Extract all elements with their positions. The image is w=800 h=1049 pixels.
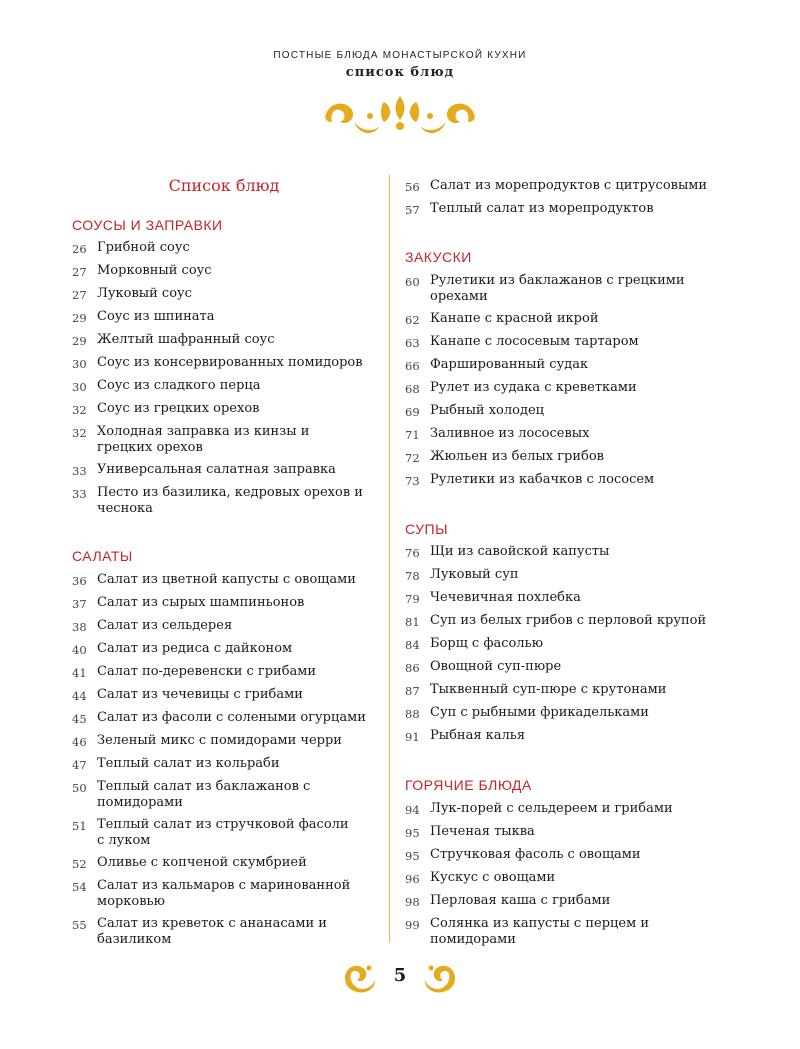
page-number: 56 (405, 180, 420, 194)
dish-title: Салат из морепродуктов с цитрусовыми (430, 178, 708, 193)
page-number: 68 (405, 382, 420, 396)
dish-title: Универсальная салатная заправка (97, 462, 336, 477)
page-number: 63 (405, 336, 420, 350)
page-number: 40 (72, 643, 87, 657)
page-number: 41 (72, 666, 87, 680)
page-number: 72 (405, 451, 420, 465)
page-number: 32 (72, 426, 87, 440)
list-item (72, 664, 369, 680)
list-item (72, 309, 369, 325)
dish-title: Заливное из лососевых (430, 426, 590, 441)
list-item (72, 240, 369, 256)
page-number: 79 (405, 592, 420, 606)
page-number: 38 (72, 620, 87, 634)
list-item (72, 710, 369, 726)
list-item (405, 544, 730, 560)
list-item (72, 641, 369, 657)
page-footer (0, 958, 800, 998)
dish-title: Салат из цветной капусты с овощами (97, 572, 356, 587)
dish-title: Салат из сырых шампиньонов (97, 595, 305, 610)
list-item (72, 595, 369, 611)
list-item (72, 286, 369, 302)
ornament-icon (322, 92, 478, 138)
page-number: 33 (72, 464, 87, 478)
list-item (72, 916, 327, 948)
page-number: 78 (405, 569, 420, 583)
list-item (72, 618, 369, 634)
dish-title: Борщ с фасолью (430, 636, 544, 651)
dish-title: Салат из креветок с ананасами и базиликом (97, 916, 327, 947)
page-number: 94 (405, 803, 420, 817)
page-number: 91 (405, 730, 420, 744)
page-number: 26 (72, 242, 87, 256)
list-item (72, 424, 327, 456)
page-number: 27 (72, 288, 87, 302)
list-item (72, 756, 369, 772)
list-item (72, 779, 312, 811)
page-number: 62 (405, 313, 420, 327)
dish-title: Салат из кальмаров с маринованной морковью (97, 878, 351, 909)
list-item (72, 687, 369, 703)
page-number: 44 (72, 689, 87, 703)
page-number: 37 (72, 597, 87, 611)
list-item (405, 567, 730, 583)
list-item (72, 332, 369, 348)
list-item (405, 403, 730, 419)
list-item (72, 401, 369, 417)
list-item (405, 590, 730, 606)
list-item (72, 378, 369, 394)
dish-title: Салат из чечевицы с грибами (97, 687, 303, 702)
page-number: 81 (405, 615, 420, 629)
dish-title: Соус из грецких орехов (97, 401, 260, 416)
section-title-salads: САЛАТЫ (72, 548, 133, 564)
section-title-sauces: СОУСЫ И ЗАПРАВКИ (72, 217, 223, 233)
section-title-soups: СУПЫ (405, 521, 448, 537)
dish-title: Луковый соус (97, 286, 192, 301)
list-item (405, 659, 730, 675)
list-item (405, 870, 730, 886)
dish-title: Печеная тыква (430, 824, 535, 839)
page-number: 96 (405, 872, 420, 886)
page-number: 54 (72, 880, 87, 894)
list-item (405, 824, 730, 840)
dish-title: Теплый салат из стручковой фасоли с луком (97, 817, 349, 848)
list-item (72, 263, 369, 279)
list-item (405, 334, 730, 350)
book-title: ПОСТНЫЕ БЛЮДА МОНАСТЫРСКОЙ КУХНИ (273, 50, 527, 61)
page-number: 46 (72, 735, 87, 749)
dish-title: Овощной суп-пюре (430, 659, 562, 674)
dish-title: Щи из савойской капусты (430, 544, 610, 559)
dish-title: Морковный соус (97, 263, 212, 278)
list-item (405, 705, 730, 721)
list-item (72, 817, 357, 849)
list-item (72, 572, 369, 588)
dish-title: Суп из белых грибов с перловой крупой (430, 613, 707, 628)
dish-title: Кускус с овощами (430, 870, 556, 885)
page-number-footer: 5 (393, 965, 407, 986)
list-item (405, 178, 730, 194)
page-number: 69 (405, 405, 420, 419)
list-item (405, 273, 690, 305)
swirl-right-icon (423, 958, 459, 994)
page-number: 47 (72, 758, 87, 772)
page-number: 88 (405, 707, 420, 721)
list-item (72, 485, 369, 517)
dish-title: Луковый суп (430, 567, 519, 582)
list-item (72, 855, 369, 871)
dish-title: Салат по-деревенски с грибами (97, 664, 317, 679)
dish-title: Рыбная калья (430, 728, 526, 743)
page-number: 29 (72, 311, 87, 325)
dish-title: Теплый салат из кольраби (97, 756, 280, 771)
dish-title: Стручковая фасоль с овощами (430, 847, 641, 862)
dish-title: Грибной соус (97, 240, 190, 255)
list-item (405, 847, 730, 863)
page-number: 30 (72, 380, 87, 394)
list-item (72, 733, 369, 749)
page-number: 27 (72, 265, 87, 279)
list-item (405, 426, 730, 442)
page-number: 84 (405, 638, 420, 652)
dish-title: Канапе с красной икрой (430, 311, 599, 326)
dish-title: Салат из сельдерея (97, 618, 233, 633)
dish-title: Теплый салат из морепродуктов (430, 201, 654, 216)
dish-title: Салат из редиса с дайконом (97, 641, 293, 656)
dish-title: Рулетики из баклажанов с грецкими орехами (430, 273, 685, 304)
page-number: 87 (405, 684, 420, 698)
dish-title: Солянка из капусты с перцем и помидорами (430, 916, 649, 947)
page-number: 55 (72, 918, 87, 932)
list-item (405, 801, 730, 817)
page-number: 50 (72, 781, 87, 795)
dish-title: Перловая каша с грибами (430, 893, 611, 908)
list-item (405, 728, 730, 744)
page-number: 32 (72, 403, 87, 417)
page-number: 73 (405, 474, 420, 488)
page-number: 60 (405, 275, 420, 289)
list-item (405, 380, 730, 396)
dish-title: Соус из сладкого перца (97, 378, 261, 393)
dish-title: Желтый шафранный соус (97, 332, 275, 347)
dish-title: Канапе с лососевым тартаром (430, 334, 639, 349)
list-item (405, 311, 730, 327)
section-title-hot-dishes: ГОРЯЧИЕ БЛЮДА (405, 777, 532, 793)
page-number: 98 (405, 895, 420, 909)
dish-title: Салат из фасоли с солеными огурцами (97, 710, 366, 725)
dish-title: Зеленый микс с помидорами черри (97, 733, 342, 748)
page-number: 36 (72, 574, 87, 588)
list-item (405, 357, 730, 373)
page-number: 30 (72, 357, 87, 371)
chapter-title: список блюд (345, 65, 455, 80)
dish-title: Оливье с копченой скумбрией (97, 855, 307, 870)
dish-title: Холодная заправка из кинзы и грецких орехов (97, 424, 310, 455)
page-number: 52 (72, 857, 87, 871)
column-divider (389, 175, 390, 943)
dish-title: Соус из консервированных помидоров (97, 355, 363, 370)
list-item (405, 201, 730, 217)
list-item (405, 636, 730, 652)
dish-title: Суп с рыбными фрикадельками (430, 705, 649, 720)
dish-title: Рыбный холодец (430, 403, 545, 418)
dish-title: Фаршированный судак (430, 357, 589, 372)
dish-title: Чечевичная похлебка (430, 590, 581, 605)
list-item (405, 613, 730, 629)
list-item (405, 916, 650, 948)
list-item (405, 449, 730, 465)
swirl-left-icon (341, 958, 377, 994)
dish-title: Соус из шпината (97, 309, 215, 324)
list-item (405, 682, 730, 698)
page-number: 95 (405, 849, 420, 863)
page-number: 29 (72, 334, 87, 348)
dish-title: Рулет из судака с креветками (430, 380, 637, 395)
dish-title: Лук-порей с сельдереем и грибами (430, 801, 673, 816)
dish-title: Жюльен из белых грибов (430, 449, 604, 464)
page-number: 76 (405, 546, 420, 560)
page-number: 45 (72, 712, 87, 726)
dish-title: Теплый салат из баклажанов с помидорами (97, 779, 311, 810)
page-number: 66 (405, 359, 420, 373)
dish-title: Тыквенный суп-пюре с крутонами (430, 682, 667, 697)
page-number: 99 (405, 918, 420, 932)
list-item (405, 893, 730, 909)
running-header (0, 50, 800, 80)
list-item (72, 355, 369, 371)
dish-title: Песто из базилика, кедровых орехов и чеснока (97, 485, 363, 516)
list-item (405, 472, 730, 488)
page-number: 71 (405, 428, 420, 442)
toc-title: Список блюд (168, 176, 280, 195)
page-number: 33 (72, 487, 87, 501)
section-title-appetizers: ЗАКУСКИ (405, 249, 472, 265)
page-number: 51 (72, 819, 87, 833)
page-number: 57 (405, 203, 420, 217)
list-item (72, 878, 369, 910)
page-number: 86 (405, 661, 420, 675)
page-number: 95 (405, 826, 420, 840)
dish-title: Рулетики из кабачков с лососем (430, 472, 655, 487)
list-item (72, 462, 369, 478)
